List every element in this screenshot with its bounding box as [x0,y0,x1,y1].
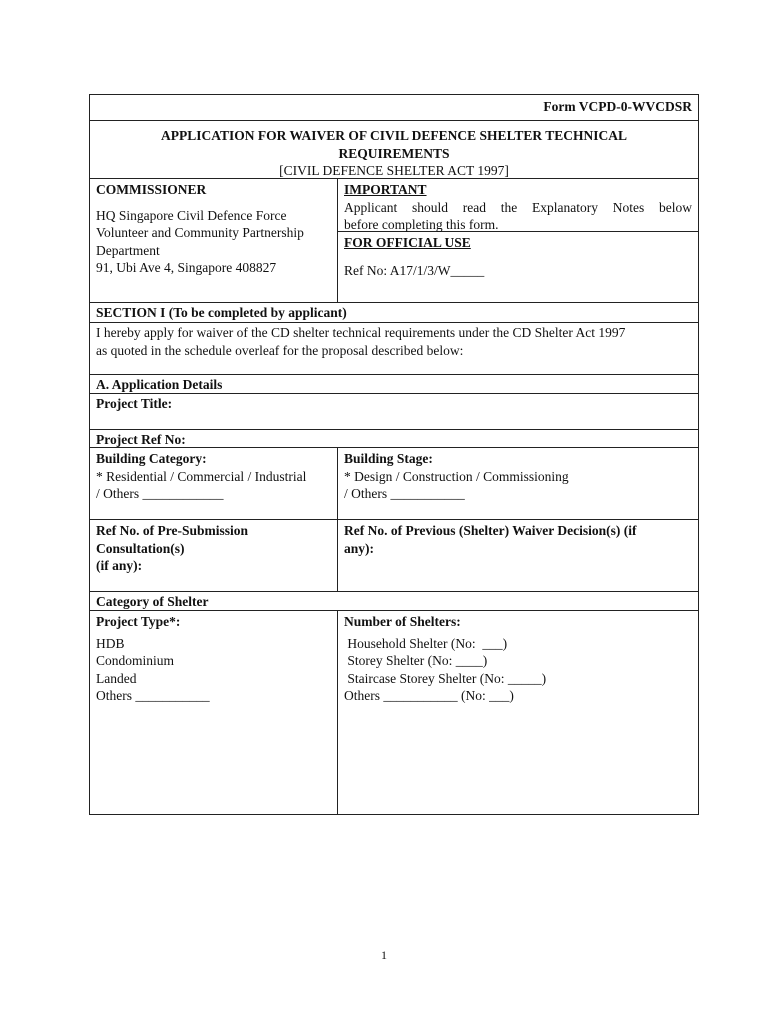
commissioner-address-line: Volunteer and Community Partnership [96,225,304,240]
building-stage-cell[interactable] [338,448,698,519]
project-type-option[interactable]: HDB [96,635,125,651]
commissioner-address-line: Department [96,242,160,258]
section1-heading: SECTION I (To be completed by applicant) [96,305,347,320]
project-ref-label: Project Ref No: [96,432,186,447]
project-type-option[interactable]: Condominium [96,653,175,668]
project-type-label: Project Type*: [96,614,181,629]
building-category-options: * Residential / Commercial / Industrial [96,468,307,484]
application-details-heading: A. Application Details [96,377,223,392]
project-title-field[interactable] [90,394,698,430]
previous-waiver-label: any): [344,540,374,556]
form-title-line2: REQUIREMENTS [338,145,450,161]
page-number: 1 [381,948,387,962]
pre-submission-label: Ref No. of Pre-Submission [96,523,249,538]
building-stage-options: * Design / Construction / Commissioning [344,468,569,484]
form-code: Form VCPD-0-WVCDSR [543,99,692,114]
reference-row [90,520,698,592]
category-shelter-row [90,592,698,611]
project-title-label: Project Title: [96,396,173,411]
number-shelters-label: Number of Shelters: [344,614,461,629]
form-title-line1: APPLICATION FOR WAIVER OF CIVIL DEFENCE SHELTER TECHNICAL [161,128,627,143]
important-block [338,179,698,232]
section1-declaration [90,323,698,375]
project-ref-field[interactable] [90,430,698,448]
commissioner-address-line: HQ Singapore Civil Defence Force [96,207,287,223]
shelter-count-field[interactable]: Others ___________ (No: ___) [344,688,514,703]
form-title-block [90,121,698,179]
application-form [89,94,699,815]
form-subtitle: [CIVIL DEFENCE SHELTER ACT 1997] [279,163,509,178]
commissioner-block [90,179,338,302]
section1-heading-row [90,303,698,323]
previous-waiver-label: Ref No. of Previous (Shelter) Waiver Decision(s) (if [344,523,637,538]
project-type-cell[interactable] [90,611,338,814]
category-shelter-heading: Category of Shelter [96,594,209,609]
building-category-label: Building Category: [96,451,207,466]
pre-submission-label: (if any): [96,558,143,573]
previous-waiver-cell[interactable] [338,520,698,591]
important-text: before completing this form. [344,217,499,232]
commissioner-address-line: 91, Ubi Ave 4, Singapore 408827 [96,260,277,275]
shelter-count-field[interactable]: Staircase Storey Shelter (No: _____) [344,670,547,686]
official-ref-field[interactable]: Ref No: A17/1/3/W_____ [344,262,485,278]
building-row [90,448,698,520]
declaration-text: as quoted in the schedule overleaf for the proposal described below: [96,342,464,358]
official-use-heading: FOR OFFICIAL USE [344,235,471,250]
building-category-others: / Others ____________ [96,486,224,501]
project-type-option[interactable]: Landed [96,670,137,686]
pre-submission-cell[interactable] [90,520,338,591]
header-info-row [90,179,698,303]
project-type-option[interactable]: Others ___________ [96,688,210,703]
form-code-row [90,95,698,121]
building-stage-others: / Others ___________ [344,486,465,501]
commissioner-heading: COMMISSIONER [96,182,207,197]
shelter-count-field[interactable]: Household Shelter (No: ___) [344,635,508,651]
shelter-count-field[interactable]: Storey Shelter (No: ____) [344,653,488,668]
important-text: Applicant should read the Explanatory Notes below [344,199,692,215]
shelter-row [90,611,698,814]
building-category-cell[interactable] [90,448,338,519]
important-heading: IMPORTANT [344,182,427,197]
building-stage-label: Building Stage: [344,451,433,466]
declaration-text: I hereby apply for waiver of the CD shelter technical requirements under the CD Shelter Act 1997 [96,325,626,340]
official-use-block [338,232,698,302]
pre-submission-label: Consultation(s) [96,540,185,556]
number-shelters-cell[interactable] [338,611,698,814]
application-details-heading-row [90,375,698,394]
right-info-column [338,179,698,302]
